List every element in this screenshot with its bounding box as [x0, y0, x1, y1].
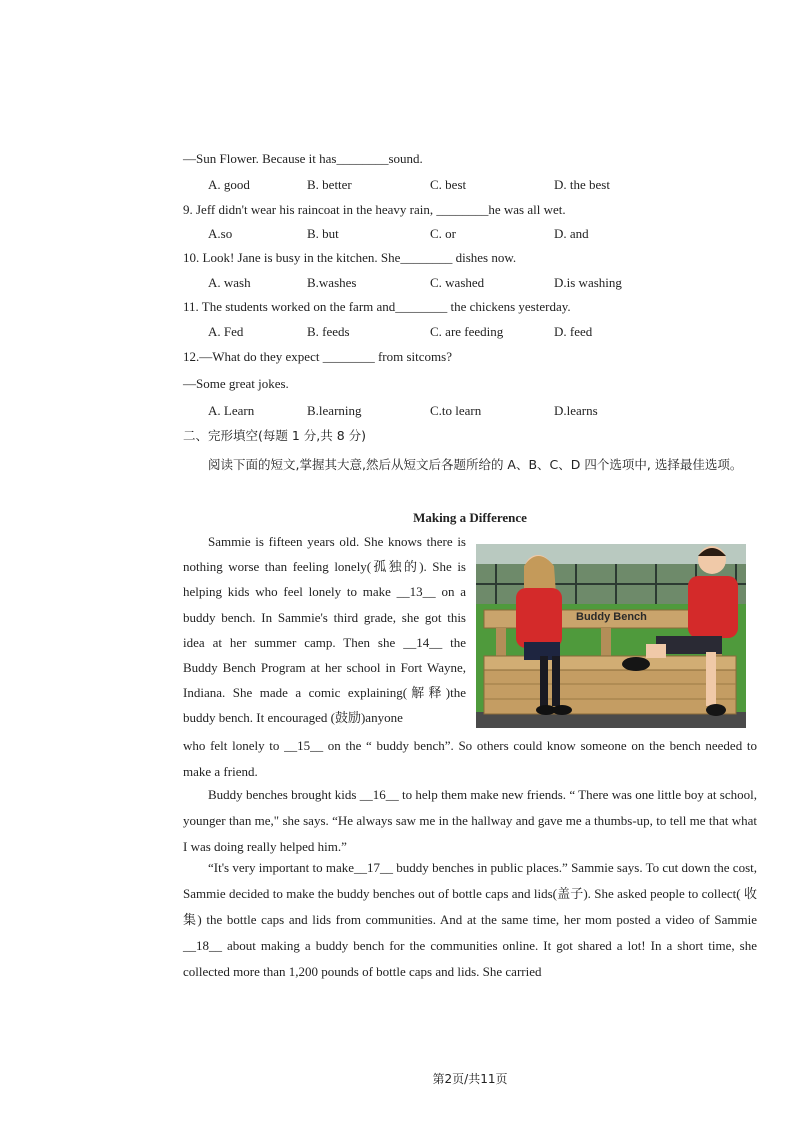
page-number: 第2页/共11页	[432, 1072, 508, 1086]
article-title: Making a Difference	[413, 510, 527, 525]
q9-options	[208, 226, 728, 242]
buddy-bench-photo	[476, 544, 746, 728]
q11-option-c: C. are feeding	[430, 324, 504, 339]
article-paragraph-3: “It's very important to make__17__ buddy benches in public places.” Sammie says. To cut down the cost, Sammie decided to make the buddy benches out of bottle caps and lids(盖子). She asked people to collect( 收集) the bottle caps and lids from communities. And at the same time, her mom posted a video of Sammie __18__ about making a buddy bench for the communities online. It got shared a lot! In a short time, she collected more than 1,200 pounds of bottle caps and lids. She carried	[183, 860, 757, 979]
q8-option-a: A. good	[208, 177, 250, 192]
q8-options	[208, 177, 728, 193]
q12-option-a: A. Learn	[208, 403, 255, 418]
q12-answer: —Some great jokes.	[183, 376, 289, 391]
section-heading: 二、完形填空(每题 1 分,共 8 分)	[183, 428, 367, 443]
q9-option-b: B. but	[307, 226, 339, 241]
q8-option-c: C. best	[430, 177, 467, 192]
q12-stem: 12.—What do they expect ________ from sitcoms?	[183, 349, 452, 364]
q10-option-d: D.is washing	[554, 275, 622, 290]
q11-stem: 11. The students worked on the farm and________ the chickens yesterday.	[183, 299, 571, 314]
q11-option-a: A. Fed	[208, 324, 244, 339]
q8-option-b: B. better	[307, 177, 352, 192]
section-instruction: 阅读下面的短文,掌握其大意,然后从短文后各题所给的 A、B、C、D 四个选项中, 选择最佳选项。	[208, 457, 743, 472]
q8-option-d: D. the best	[554, 177, 610, 192]
q12-option-d: D.learns	[554, 403, 598, 418]
q11-option-d: D. feed	[554, 324, 593, 339]
article-paragraph-2: Buddy benches brought kids __16__ to help them make new friends. “ There was one little boy at school, younger than me," she says. “He always saw me in the hallway and gave me a thumbs-up, to tell me that what I was doing really helped him.”	[183, 787, 757, 854]
q11-option-b: B. feeds	[307, 324, 350, 339]
q10-option-a: A. wash	[208, 275, 251, 290]
q12-option-b: B.learning	[307, 403, 362, 418]
q9-option-c: C. or	[430, 226, 456, 241]
article-paragraph-1: Sammie is fifteen years old. She knows there is nothing worse than feeling lonely(孤独的). She is helping kids who feel lonely to make __13__ on a buddy bench. In Sammie's third grade, she got this idea at her summer camp. Then she __14__ the Buddy Bench Program at her school in Fort Wayne, Indiana. She made a comic explaining(解释)the buddy bench. It encouraged (鼓励)anyone	[183, 534, 466, 726]
article-paragraph-1-continued: who felt lonely to __15__ on the “ buddy bench”. So others could know someone on the bench needed to make a friend.	[183, 738, 757, 779]
q10-options	[208, 275, 728, 291]
bench-sign-text: Buddy Bench	[576, 611, 647, 623]
q12-options	[208, 403, 728, 419]
q12-option-c: C.to learn	[430, 403, 482, 418]
q10-stem: 10. Look! Jane is busy in the kitchen. She________ dishes now.	[183, 250, 517, 265]
q9-option-d: D. and	[554, 226, 589, 241]
q11-options	[208, 324, 728, 340]
q10-option-c: C. washed	[430, 275, 485, 290]
q9-stem: 9. Jeff didn't wear his raincoat in the heavy rain, ________he was all wet.	[183, 202, 566, 217]
q8-stem: —Sun Flower. Because it has________sound.	[183, 151, 423, 166]
q10-option-b: B.washes	[307, 275, 357, 290]
q9-option-a: A.so	[208, 226, 233, 241]
